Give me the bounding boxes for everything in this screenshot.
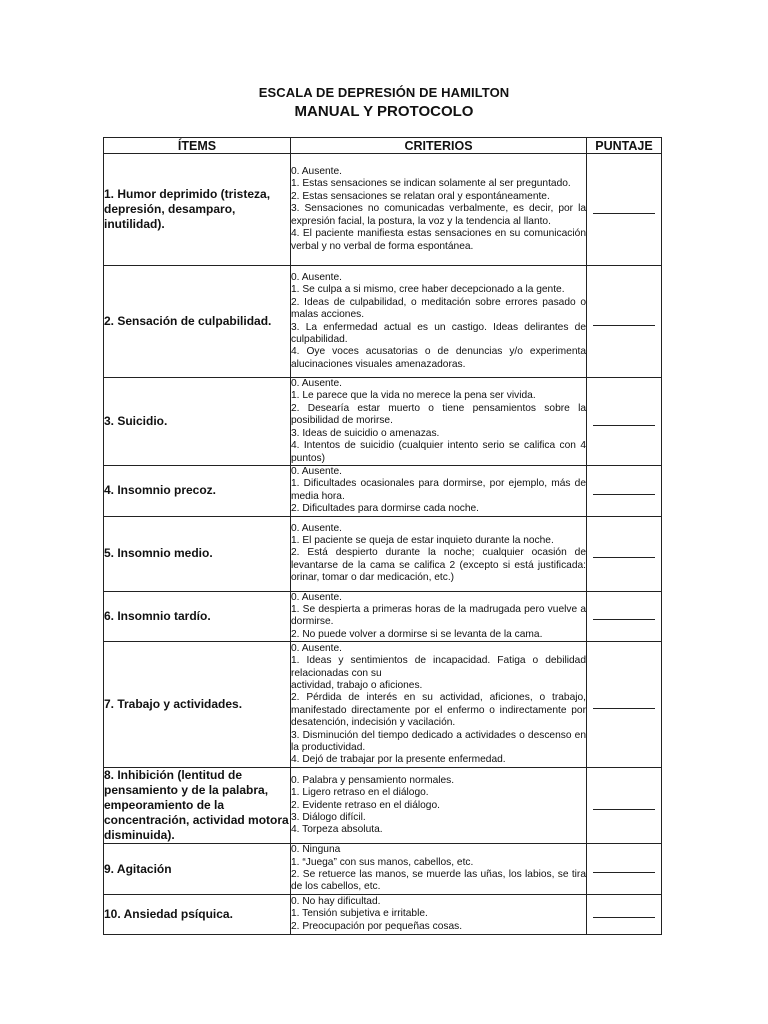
score-blank-line[interactable] [593, 557, 655, 558]
criterion-line: 0. Ausente. [291, 378, 342, 390]
document-header [0, 84, 768, 122]
criterion-line: 2. Preocupación por pequeñas cosas. [291, 920, 463, 932]
score-blank-line[interactable] [593, 708, 655, 709]
criterion-line: 2. Pérdida de interés en su actividad, aficiones, o trabajo, manifestado directamente por el enfermo o indirectamente por desatención, indecisión y vacilación. [291, 692, 586, 729]
criterion-line: 2. Se retuerce las manos, se muerde las uñas, los labios, se tira de los cabellos, etc. [291, 869, 586, 893]
item-name: 2. Sensación de culpabilidad. [104, 266, 291, 378]
item-name: 6. Insomnio tardío. [104, 591, 291, 642]
criterion-line: 2. Dificultades para dormirse cada noche. [291, 503, 480, 515]
item-name: 4. Insomnio precoz. [104, 466, 291, 517]
criterion-line: 3. Sensaciones no comunicadas verbalmente, es decir, por la expresión facial, la postura, la voz y la tendencia al llanto. [291, 203, 586, 227]
criterion-line: 1. Tensión subjetiva e irritable. [291, 908, 428, 920]
criterion-line: 1. Estas sensaciones se indican solamente al ser preguntado. [291, 178, 571, 190]
score-cell[interactable] [587, 378, 662, 466]
score-blank-line[interactable] [593, 213, 655, 214]
score-cell[interactable] [587, 591, 662, 642]
item-name: 7. Trabajo y actividades. [104, 642, 291, 768]
item-criteria [291, 591, 587, 642]
table-row [104, 894, 662, 934]
criterion-line: 0. Ausente. [291, 166, 342, 178]
item-name: 10. Ansiedad psíquica. [104, 894, 291, 934]
criterion-line: 1. El paciente se queja de estar inquieto durante la noche. [291, 535, 554, 547]
score-blank-line[interactable] [593, 809, 655, 810]
score-blank-line[interactable] [593, 872, 655, 873]
criterion-line: 4. Dejó de trabajar por la presente enfermedad. [291, 754, 506, 766]
table-row [104, 768, 662, 844]
item-name: 9. Agitación [104, 844, 291, 895]
criterion-line: 0. Ausente. [291, 466, 342, 477]
column-header-items: ÍTEMS [104, 138, 291, 154]
hamilton-scale-table [103, 137, 662, 935]
score-cell[interactable] [587, 516, 662, 591]
item-criteria [291, 466, 587, 517]
criterion-line: 1. Se culpa a si mismo, cree haber decepcionado a la gente. [291, 284, 565, 296]
score-blank-line[interactable] [593, 325, 655, 326]
table-row [104, 466, 662, 517]
criterion-line: 4. Intentos de suicidio (cualquier intento serio se califica con 4 puntos) [291, 440, 586, 464]
criterion-line: actividad, trabajo o aficiones. [291, 679, 423, 691]
table-row [104, 266, 662, 378]
score-cell[interactable] [587, 844, 662, 895]
criterion-line: 4. El paciente manifiesta estas sensaciones en su comunicación verbal y no verbal de forma espontánea. [291, 228, 586, 252]
criterion-line: 3. Diálogo difícil. [291, 811, 366, 823]
score-blank-line[interactable] [593, 425, 655, 426]
item-name: 1. Humor deprimido (tristeza, depresión, desamparo, inutilidad). [104, 154, 291, 266]
table-row [104, 378, 662, 466]
table-body [104, 154, 662, 935]
criterion-line: 3. Ideas de suicidio o amenazas. [291, 427, 440, 439]
item-criteria [291, 378, 587, 466]
table-header-row [104, 138, 662, 154]
criterion-line: 2. Evidente retraso en el diálogo. [291, 799, 440, 811]
criterion-line: 1. Ideas y sentimientos de incapacidad. Fatiga o debilidad relacionadas con su [291, 655, 586, 679]
criterion-line: 2. Está despierto durante la noche; cualquier ocasión de levantarse de la cama se califica 2 (excepto si está justificada: orinar, tomar o dar medicación, etc.) [291, 547, 586, 584]
criterion-line: 0. Ausente. [291, 591, 342, 603]
score-cell[interactable] [587, 466, 662, 517]
document-title: ESCALA DE DEPRESIÓN DE HAMILTON [258, 85, 510, 100]
criterion-line: 1. Dificultades ocasionales para dormirse, por ejemplo, más de media hora. [291, 478, 586, 502]
item-name: 5. Insomnio medio. [104, 516, 291, 591]
item-criteria [291, 768, 587, 844]
criterion-line: 0. Ausente. [291, 271, 342, 283]
score-cell[interactable] [587, 266, 662, 378]
criterion-line: 1. “Juega” con sus manos, cabellos, etc. [291, 856, 474, 868]
score-cell[interactable] [587, 894, 662, 934]
criterion-line: 0. Palabra y pensamiento normales. [291, 774, 455, 786]
item-criteria [291, 844, 587, 895]
criterion-line: 0. Ausente. [291, 642, 342, 654]
criterion-line: 4. Oye voces acusatorias o de denuncias y/o experimenta alucinaciones visuales amenazadoras. [291, 346, 586, 370]
criterion-line: 0. No hay dificultad. [291, 895, 381, 907]
criterion-line: 2. No puede volver a dormirse si se levanta de la cama. [291, 628, 543, 640]
criterion-line: 1. Ligero retraso en el diálogo. [291, 787, 429, 799]
criterion-line: 1. Le parece que la vida no merece la pena ser vivida. [291, 390, 536, 402]
criterion-line: 2. Estas sensaciones se relatan oral y espontáneamente. [291, 190, 550, 202]
criterion-line: 3. La enfermedad actual es un castigo. Ideas delirantes de culpabilidad. [291, 321, 586, 345]
table-row [104, 591, 662, 642]
criterion-line: 2. Ideas de culpabilidad, o meditación sobre errores pasado o malas acciones. [291, 296, 586, 321]
score-cell[interactable] [587, 768, 662, 844]
column-header-score: PUNTAJE [587, 138, 662, 154]
item-name: 8. Inhibición (lentitud de pensamiento y de la palabra, empeoramiento de la concentración, actividad motora disminuida). [104, 768, 289, 843]
table-row [104, 154, 662, 266]
criterion-line: 4. Torpeza absoluta. [291, 824, 383, 836]
table-row [104, 516, 662, 591]
item-criteria [291, 516, 587, 591]
table-row [104, 844, 662, 895]
table-row [104, 642, 662, 768]
document-subtitle: MANUAL Y PROTOCOLO [294, 103, 474, 120]
score-cell[interactable] [587, 154, 662, 266]
item-criteria [291, 642, 587, 768]
criterion-line: 1. Se despierta a primeras horas de la madrugada pero vuelve a dormirse. [291, 604, 586, 628]
criterion-line: 3. Disminución del tiempo dedicado a actividades o descenso en la productividad. [291, 729, 586, 753]
score-cell[interactable] [587, 642, 662, 768]
criterion-line: 0. Ausente. [291, 522, 342, 534]
column-header-criteria: CRITERIOS [291, 138, 587, 154]
criterion-line: 0. Ninguna [291, 844, 341, 856]
item-name: 3. Suicidio. [104, 378, 291, 466]
criterion-line: 2. Desearía estar muerto o tiene pensamientos sobre la posibilidad de morirse. [291, 402, 586, 427]
item-criteria [291, 154, 587, 266]
item-criteria [291, 266, 587, 378]
score-blank-line[interactable] [593, 917, 655, 918]
score-blank-line[interactable] [593, 494, 655, 495]
item-criteria [291, 894, 587, 934]
score-blank-line[interactable] [593, 619, 655, 620]
